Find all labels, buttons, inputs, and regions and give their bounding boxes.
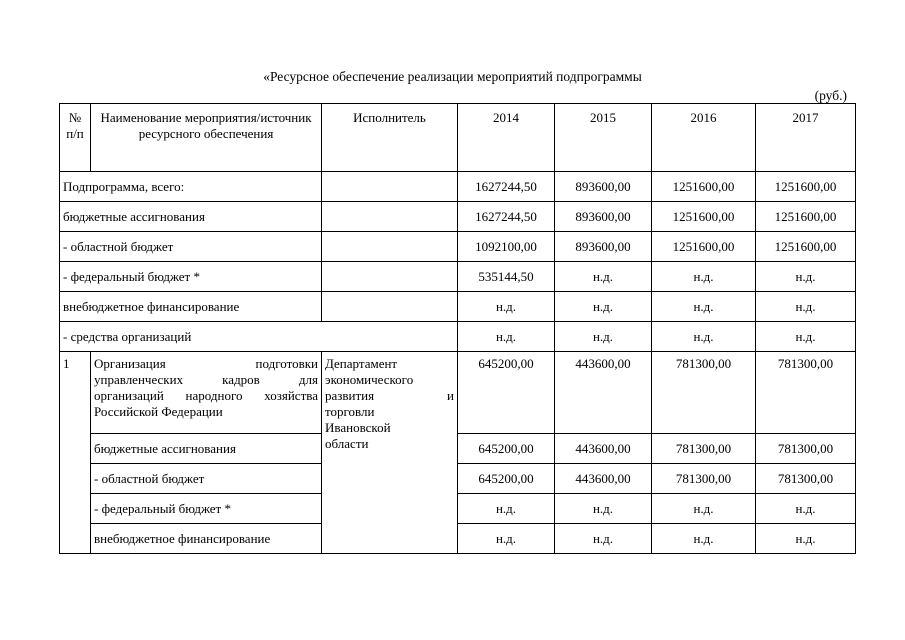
header-year-2014: 2014	[458, 104, 555, 172]
value-cell: 645200,00	[458, 434, 555, 464]
item-executor	[322, 352, 458, 554]
header-year-2017: 2017	[756, 104, 856, 172]
value-cell: 645200,00	[458, 464, 555, 494]
value-cell: 781300,00	[756, 464, 856, 494]
row-label: Подпрограмма, всего:	[60, 172, 322, 202]
summary-row	[60, 202, 856, 232]
value-cell: 781300,00	[652, 434, 756, 464]
currency-unit: (руб.)	[814, 88, 847, 103]
value-cell: н.д.	[458, 524, 555, 554]
value-cell: н.д.	[652, 262, 756, 292]
value-cell: 1251600,00	[756, 232, 856, 262]
value-cell: н.д.	[756, 292, 856, 322]
value-cell: 781300,00	[756, 352, 856, 434]
value-cell: 781300,00	[652, 464, 756, 494]
executor-line: Ивановской	[325, 420, 391, 435]
value-cell: 1251600,00	[652, 232, 756, 262]
executor-cell	[322, 292, 458, 322]
executor-line: Департамент	[325, 356, 398, 371]
executor-line: экономического	[325, 372, 414, 387]
item-subrow	[60, 494, 856, 524]
value-cell: 645200,00	[458, 352, 555, 434]
executor-cell	[322, 262, 458, 292]
executor-line	[325, 388, 454, 404]
value-cell: 443600,00	[555, 352, 652, 434]
item-subrow	[60, 434, 856, 464]
value-cell: н.д.	[458, 322, 555, 352]
value-cell: н.д.	[756, 524, 856, 554]
header-number-line2: п/п	[66, 126, 84, 141]
value-cell: 781300,00	[756, 434, 856, 464]
value-cell: 781300,00	[652, 352, 756, 434]
value-cell: н.д.	[756, 494, 856, 524]
value-cell: 1251600,00	[756, 172, 856, 202]
value-cell: 1251600,00	[652, 202, 756, 232]
item-subrow	[60, 464, 856, 494]
value-cell: н.д.	[458, 292, 555, 322]
row-label: - областной бюджет	[91, 464, 322, 494]
header-row	[60, 104, 856, 172]
row-label: - федеральный бюджет *	[60, 262, 322, 292]
document-title: «Ресурсное обеспечение реализации мероприятий подпрограммы	[263, 69, 642, 84]
item-subrow	[60, 524, 856, 554]
value-cell: н.д.	[652, 494, 756, 524]
value-cell: н.д.	[756, 262, 856, 292]
summary-row	[60, 232, 856, 262]
summary-row	[60, 292, 856, 322]
value-cell: н.д.	[652, 524, 756, 554]
value-cell: 1251600,00	[756, 202, 856, 232]
row-label: - областной бюджет	[60, 232, 322, 262]
resource-table	[59, 103, 856, 554]
value-cell: н.д.	[652, 292, 756, 322]
value-cell: 443600,00	[555, 464, 652, 494]
row-label: бюджетные ассигнования	[60, 202, 322, 232]
header-name: Наименование мероприятия/источник ресурсного обеспечения	[91, 104, 322, 172]
row-label: - федеральный бюджет *	[91, 494, 322, 524]
header-year-2015: 2015	[555, 104, 652, 172]
summary-row	[60, 262, 856, 292]
row-label: внебюджетное финансирование	[60, 292, 322, 322]
executor-line: области	[325, 436, 369, 451]
executor-cell	[322, 172, 458, 202]
value-cell: 1627244,50	[458, 202, 555, 232]
value-cell: 893600,00	[555, 232, 652, 262]
row-label: бюджетные ассигнования	[91, 434, 322, 464]
header-number	[60, 104, 91, 172]
value-cell: н.д.	[555, 292, 652, 322]
value-cell: н.д.	[555, 494, 652, 524]
header-executor: Исполнитель	[322, 104, 458, 172]
row-label: внебюджетное финансирование	[91, 524, 322, 554]
value-cell: 893600,00	[555, 202, 652, 232]
summary-row	[60, 322, 856, 352]
value-cell: н.д.	[652, 322, 756, 352]
value-cell: 1251600,00	[652, 172, 756, 202]
value-cell: 443600,00	[555, 434, 652, 464]
value-cell: 1627244,50	[458, 172, 555, 202]
value-cell: 1092100,00	[458, 232, 555, 262]
header-year-2016: 2016	[652, 104, 756, 172]
item-row	[60, 352, 856, 434]
item-number: 1	[60, 352, 91, 554]
value-cell: н.д.	[555, 524, 652, 554]
value-cell: 535144,50	[458, 262, 555, 292]
value-cell: н.д.	[555, 322, 652, 352]
value-cell: н.д.	[555, 262, 652, 292]
executor-word: развития	[325, 388, 375, 403]
value-cell: 893600,00	[555, 172, 652, 202]
value-cell: н.д.	[756, 322, 856, 352]
executor-cell	[322, 202, 458, 232]
executor-cell	[322, 232, 458, 262]
header-number-line1: №	[68, 110, 82, 125]
executor-line: торговли	[325, 404, 375, 419]
row-label: - средства организаций	[60, 322, 458, 352]
executor-word: и	[447, 388, 454, 403]
item-name: Организация подготовки управленческих кадров для организаций народного хозяйства Российской Федерации	[91, 352, 322, 434]
summary-row	[60, 172, 856, 202]
value-cell: н.д.	[458, 494, 555, 524]
